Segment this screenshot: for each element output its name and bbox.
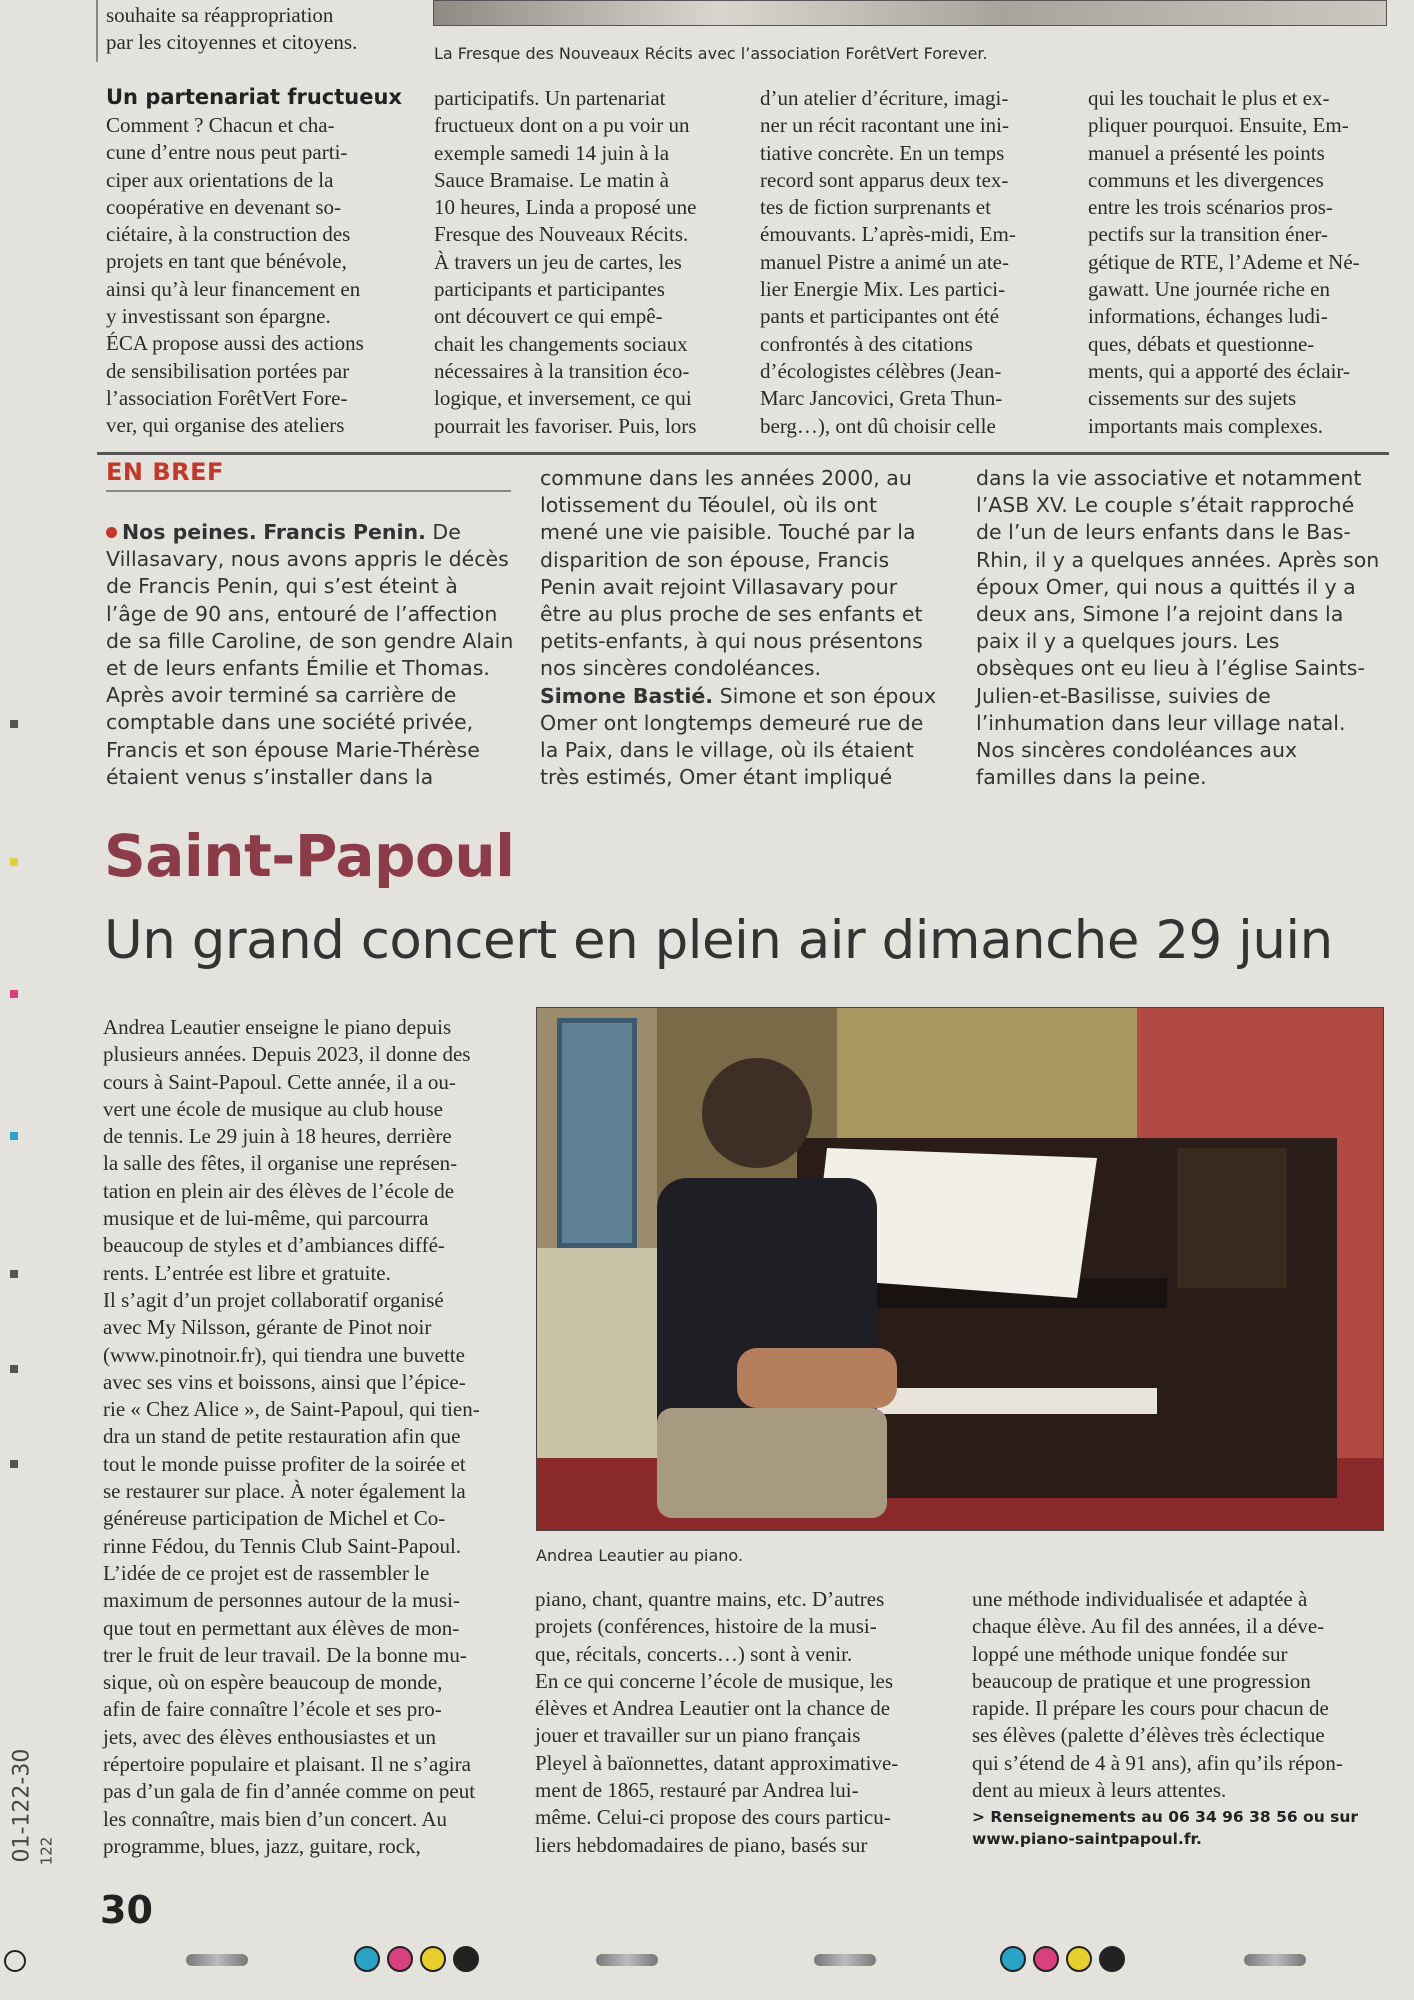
- intro-tail: [106, 2, 412, 57]
- info-phone: 06 34 96 38 56: [1168, 1808, 1298, 1826]
- margin-mark: [10, 1365, 18, 1373]
- text-line: rents. L’entrée est libre et gratuite.: [103, 1260, 391, 1285]
- section-divider: [97, 452, 1389, 455]
- magenta-swatch-icon: [1033, 1946, 1059, 1972]
- text-line: logique, et inversement, ce qui: [434, 386, 692, 411]
- registration-mark-icon: [4, 1950, 26, 1972]
- yellow-swatch-icon: [420, 1946, 446, 1972]
- print-bar-icon: [1244, 1954, 1306, 1966]
- text-line: rapide. Il prépare les cours pour chacun de: [972, 1696, 1329, 1721]
- text-line: Penin avait rejoint Villasavary pour: [540, 574, 898, 599]
- text-line: dent au mieux à leurs attentes.: [972, 1778, 1227, 1803]
- text-line: Après avoir terminé sa carrière de: [106, 683, 457, 708]
- text-line: familles dans la peine.: [976, 765, 1207, 790]
- bref-col-1: [106, 519, 516, 791]
- text-line: jouer et travailler sur un piano français: [535, 1723, 861, 1748]
- info-url[interactable]: www.piano-saintpapoul.fr.: [972, 1830, 1202, 1848]
- text-line: Comment ? Chacun et cha-: [106, 113, 335, 137]
- text-line: ÉCA propose aussi des actions: [106, 331, 364, 356]
- text-line: jets, avec des élèves enthousiastes et un: [103, 1724, 436, 1749]
- text-line: les connaître, mais bien d’un concert. Au: [103, 1806, 448, 1831]
- text-line: manuel Pistre a animé un ate-: [760, 249, 1009, 274]
- piano-photo-caption: Andrea Leautier au piano.: [536, 1546, 744, 1565]
- text-line: de tennis. Le 29 juin à 18 heures, derrière: [103, 1124, 452, 1149]
- text-line: une méthode individualisée et adaptée à: [972, 1587, 1308, 1611]
- side-num: 122: [37, 1836, 56, 1866]
- info-box: [972, 1806, 1392, 1850]
- text-line: chaque élève. Au fil des années, il a déve-: [972, 1614, 1325, 1639]
- en-bref-heading: EN BREF: [106, 458, 224, 486]
- text-line: comptable dans une société privée,: [106, 710, 474, 735]
- text-line: Villasavary, nous avons appris le décès: [106, 547, 509, 572]
- text-line: nécessaires à la transition éco-: [434, 358, 690, 383]
- text-line: importants mais complexes.: [1088, 413, 1324, 438]
- text-line: généreuse participation de Michel et Co-: [103, 1506, 446, 1531]
- text-line: Julien-et-Basilisse, suivies de: [976, 683, 1271, 708]
- text-line: Il s’agit d’un projet collaboratif organisé: [103, 1287, 444, 1312]
- magenta-swatch-icon: [387, 1946, 413, 1972]
- text-line: participants et participantes: [434, 277, 665, 302]
- text-line: informations, échanges ludi-: [1088, 304, 1328, 329]
- text-line: pourrait les favoriser. Puis, lors: [434, 413, 697, 438]
- text-line: beaucoup de styles et d’ambiances diffé-: [103, 1233, 445, 1258]
- bref-col-3: [976, 465, 1386, 791]
- text-line: qui les touchait le plus et ex-: [1088, 86, 1330, 110]
- text-line: se restaurer sur place. À noter également la: [103, 1479, 466, 1504]
- text-line: cissements sur des sujets: [1088, 386, 1297, 411]
- top-photo-caption: La Fresque des Nouveaux Récits avec l’association ForêtVert Forever.: [434, 44, 988, 63]
- section-title: Saint-Papoul: [104, 822, 515, 890]
- text-line: pectifs sur la transition éner-: [1088, 222, 1328, 247]
- margin-mark: [10, 1460, 18, 1468]
- text-line: ques, débats et questionne-: [1088, 331, 1315, 356]
- text-line: de sensibilisation portées par: [106, 358, 350, 383]
- text-line: avec My Nilsson, gérante de Pinot noir: [103, 1315, 432, 1340]
- text-line: participatifs. Un partenariat: [434, 86, 666, 110]
- text-line: avec ses vins et boissons, ainsi que l’épice-: [103, 1369, 466, 1394]
- piano-photo-illustration: [537, 1008, 1383, 1530]
- text-line: de Francis Penin, qui s’est éteint à: [106, 574, 458, 599]
- text-line: Andrea Leautier enseigne le piano depuis: [103, 1015, 452, 1039]
- text-line: l’ASB XV. Le couple s’était rapproché: [976, 493, 1355, 518]
- top-col-3: [760, 85, 1058, 440]
- intro-line: par les citoyennes et citoyens.: [106, 30, 358, 55]
- text-line: vert une école de musique au club house: [103, 1096, 443, 1121]
- text-line: projets en tant que bénévole,: [106, 249, 347, 274]
- text-line: gétique de RTE, l’Ademe et Né-: [1088, 249, 1360, 274]
- text-line: deux ans, Simone l’a rejoint dans la: [976, 602, 1344, 627]
- top-col-4: [1088, 85, 1386, 440]
- text-line: être au plus proche de ses enfants et: [540, 602, 923, 627]
- bref-label: Nos peines.: [122, 520, 257, 544]
- text-line: l’âge de 90 ans, entouré de l’affection: [106, 601, 498, 626]
- margin-mark: [10, 1132, 18, 1140]
- text-line: Pleyel à baïonnettes, datant approximative-: [535, 1750, 899, 1775]
- text-line: trer le fruit de leur travail. De la bonne mu-: [103, 1642, 467, 1667]
- column-rule: [96, 0, 98, 62]
- text-line: ont découvert ce qui empê-: [434, 304, 663, 329]
- text-line: lier Energie Mix. Les partici-: [760, 277, 1006, 302]
- text-line: disparition de son épouse, Francis: [540, 547, 890, 572]
- print-bar-icon: [814, 1954, 876, 1966]
- text-line: programme, blues, jazz, guitare, rock,: [103, 1833, 421, 1858]
- text-line: confrontés à des citations: [760, 331, 973, 356]
- text-line: piano, chant, quantre mains, etc. D’autres: [535, 1587, 885, 1611]
- bref-name: Francis Penin.: [263, 520, 426, 544]
- text-line: L’idée de ce projet est de rassembler le: [103, 1560, 430, 1585]
- text-line: pas d’un gala de fin d’année comme on peut: [103, 1779, 476, 1804]
- text-line: ver, qui organise des ateliers: [106, 413, 345, 438]
- page-number: 30: [100, 1888, 153, 1932]
- text-line: berg…), ont dû choisir celle: [760, 413, 996, 438]
- text-line: rinne Fédou, du Tennis Club Saint-Papoul.: [103, 1533, 462, 1558]
- text-line: gawatt. Une journée riche en: [1088, 277, 1330, 302]
- info-mid: ou sur: [1303, 1808, 1359, 1826]
- text-line: manuel a présenté les points: [1088, 140, 1325, 165]
- text-line: pants et participantes ont été: [760, 304, 1000, 329]
- top-col-1: [106, 112, 404, 440]
- text-line: musique et de lui-même, qui parcourra: [103, 1206, 429, 1231]
- piano-photo: [536, 1007, 1384, 1531]
- bref-col-2: [540, 465, 950, 791]
- text-line: cune d’entre nous peut parti-: [106, 140, 348, 165]
- print-bar-icon: [596, 1954, 658, 1966]
- text-line: d’un atelier d’écriture, imagi-: [760, 86, 1009, 110]
- text-line: ments, qui a apporté des éclair-: [1088, 358, 1350, 383]
- text-line: très estimés, Omer étant impliqué: [540, 765, 893, 790]
- text-line: maximum de personnes autour de la musi-: [103, 1588, 460, 1613]
- text-line: afin de faire connaître l’école et ses pro-: [103, 1697, 442, 1722]
- text-line: dra un stand de petite restauration afin que: [103, 1424, 461, 1449]
- text-line: et de leurs enfants Émilie et Thomas.: [106, 656, 490, 681]
- text-line: exemple samedi 14 juin à la: [434, 140, 670, 165]
- bref-lead-line: [106, 519, 516, 546]
- text-line: obsèques ont eu lieu à l’église Saints-: [976, 656, 1365, 681]
- text-line: mené une vie paisible. Touché par la: [540, 520, 916, 545]
- text-line: projets (conférences, histoire de la musi-: [535, 1614, 877, 1639]
- main-col-3: [972, 1586, 1382, 1804]
- bullet-icon: [106, 527, 117, 538]
- text-line: communs et les divergences: [1088, 167, 1324, 192]
- text-line: de sa fille Caroline, de son gendre Alain: [106, 628, 514, 653]
- margin-mark: [10, 990, 18, 998]
- text-line: élèves et Andrea Leautier ont la chance de: [535, 1696, 891, 1721]
- yellow-swatch-icon: [1066, 1946, 1092, 1972]
- text-line: que tout en permettant aux élèves de mon-: [103, 1615, 460, 1640]
- text-line: ciper aux orientations de la: [106, 167, 334, 192]
- info-line: [972, 1806, 1392, 1828]
- text-line: lotissement du Téoulel, où ils ont: [540, 493, 878, 518]
- text-line: Omer ont longtemps demeuré rue de: [540, 710, 924, 735]
- text-line: dans la vie associative et notamment: [976, 466, 1362, 490]
- text-line: commune dans les années 2000, au: [540, 466, 912, 490]
- text-line: la Paix, dans le village, où ils étaient: [540, 738, 914, 763]
- text-line: sique, où on espère beaucoup de monde,: [103, 1670, 443, 1695]
- text-line: pliquer pourquoi. Ensuite, Em-: [1088, 113, 1349, 138]
- text-line: tes de fiction surprenants et: [760, 195, 991, 220]
- text-line: tout le monde puisse profiter de la soirée et: [103, 1451, 466, 1476]
- bref-second-lead: [540, 683, 950, 710]
- top-photo-strip: [433, 0, 1387, 26]
- text-line: ner un récit racontant une ini-: [760, 113, 1009, 138]
- text-line: étaient venus s’installer dans la: [106, 764, 434, 789]
- text-line: la salle des fêtes, il organise une représen-: [103, 1151, 458, 1176]
- side-code: 01-122-30: [9, 1748, 35, 1863]
- text-line: Sauce Bramaise. Le matin à: [434, 167, 669, 192]
- bref-name: Simone Bastié.: [540, 683, 714, 708]
- text-line: nos sincères condoléances.: [540, 656, 822, 681]
- margin-mark: [10, 858, 18, 866]
- text-fragment: De: [425, 520, 461, 544]
- text-line: cours à Saint-Papoul. Cette année, il a ou-: [103, 1069, 456, 1094]
- text-line: l’inhumation dans leur village natal.: [976, 710, 1346, 735]
- text-line: Fresque des Nouveaux Récits.: [434, 222, 689, 247]
- black-swatch-icon: [1099, 1946, 1125, 1972]
- text-line: de l’un de leurs enfants dans le Bas-: [976, 520, 1351, 545]
- text-line: 10 heures, Linda a proposé une: [434, 195, 697, 220]
- text-line: plusieurs années. Depuis 2023, il donne des: [103, 1042, 471, 1067]
- text-line: d’écologistes célèbres (Jean-: [760, 358, 1002, 383]
- margin-mark: [10, 1270, 18, 1278]
- headline: Un grand concert en plein air dimanche 29 juin: [104, 910, 1333, 971]
- text-line: époux Omer, qui nous a quittés il y a: [976, 574, 1356, 599]
- text-line: Marc Jancovici, Greta Thun-: [760, 386, 1003, 411]
- black-swatch-icon: [453, 1946, 479, 1972]
- text-line: même. Celui-ci propose des cours particu-: [535, 1805, 891, 1830]
- text-line: l’association ForêtVert Fore-: [106, 385, 348, 410]
- main-col-1: [103, 1014, 508, 1860]
- article-subhead: Un partenariat fructueux: [106, 85, 402, 109]
- main-col-2: [535, 1586, 945, 1859]
- margin-mark: [10, 720, 18, 728]
- text-line: qui s’étend de 4 à 91 ans), afin qu’ils répon-: [972, 1750, 1343, 1775]
- text-line: liers hebdomadaires de piano, basés sur: [535, 1832, 868, 1857]
- text-line: petits-enfants, à qui nous présentons: [540, 629, 923, 654]
- text-line: tiative concrète. En un temps: [760, 140, 1005, 165]
- text-line: beaucoup de pratique et une progression: [972, 1668, 1311, 1693]
- text-fragment: Simone et son époux: [713, 683, 937, 708]
- text-line: À travers un jeu de cartes, les: [434, 249, 682, 274]
- text-line: ses élèves (palette d’élèves très éclectique: [972, 1723, 1325, 1748]
- text-line: fructueux dont on a pu voir un: [434, 113, 690, 138]
- text-line: loppé une méthode unique fondée sur: [972, 1641, 1288, 1666]
- text-line: tation en plein air des élèves de l’école de: [103, 1178, 455, 1203]
- text-line: ment de 1865, restauré par Andrea lui-: [535, 1778, 859, 1803]
- text-line: répertoire populaire et plaisant. Il ne s’agira: [103, 1752, 471, 1777]
- cyan-swatch-icon: [354, 1946, 380, 1972]
- intro-line: souhaite sa réappropriation: [106, 3, 334, 27]
- text-line: émouvants. L’après-midi, Em-: [760, 222, 1016, 247]
- text-line: En ce qui concerne l’école de musique, les: [535, 1668, 894, 1693]
- text-line: chait les changements sociaux: [434, 331, 688, 356]
- print-bar-icon: [186, 1954, 248, 1966]
- text-line: paix il y a quelques jours. Les: [976, 629, 1280, 654]
- text-line: (www.pinotnoir.fr), qui tiendra une buvette: [103, 1342, 465, 1367]
- text-line: record sont apparus deux tex-: [760, 167, 1009, 192]
- text-line: que, récitals, concerts…) sont à venir.: [535, 1641, 853, 1666]
- text-line: entre les trois scénarios pros-: [1088, 195, 1333, 220]
- text-line: Nos sincères condoléances aux: [976, 738, 1298, 763]
- top-col-2: [434, 85, 732, 440]
- en-bref-rule: [106, 490, 511, 492]
- text-line: y investissant son épargne.: [106, 304, 331, 329]
- text-line: coopérative en devenant so-: [106, 194, 341, 219]
- info-prefix: > Renseignements au: [972, 1808, 1163, 1826]
- text-line: rie « Chez Alice », de Saint-Papoul, qui tien-: [103, 1397, 480, 1422]
- text-line: ainsi qu’à leur financement en: [106, 276, 361, 301]
- text-line: Francis et son épouse Marie-Thérèse: [106, 737, 480, 762]
- text-line: ciétaire, à la construction des: [106, 222, 351, 247]
- text-line: Rhin, il y a quelques années. Après son: [976, 547, 1380, 572]
- cyan-swatch-icon: [1000, 1946, 1026, 1972]
